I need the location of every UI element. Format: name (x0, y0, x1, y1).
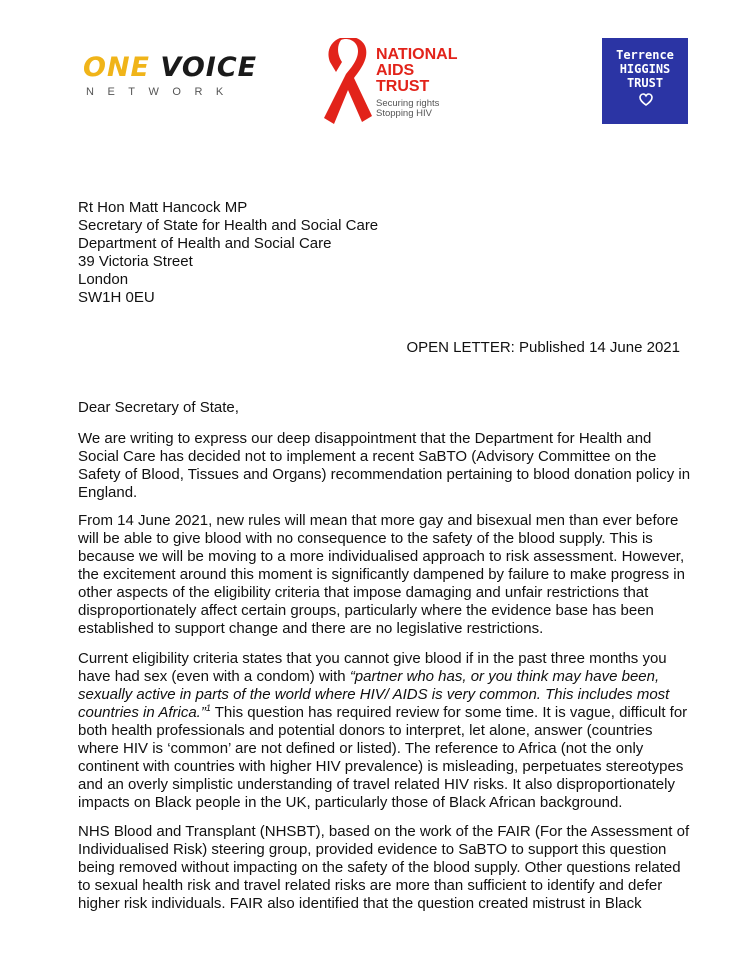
text-line: From 14 June 2021, new rules will mean that more gay and bisexual men than ever before (78, 512, 679, 529)
text-line: disproportionately affect certain groups, particularly where the evidence base has been (78, 602, 654, 619)
text-line: to sexual health risk and travel related risks are more than sufficient to identify and defer (78, 877, 663, 894)
tht-name-line: TRUST (626, 76, 664, 90)
one-voice-network-logo (80, 50, 258, 110)
text-line: Individualised Risk) steering group, provided evidence to SaBTO to support this question (78, 841, 667, 858)
paragraph-new-rules (78, 512, 683, 638)
text-line: being removed without impacting on the safety of the blood supply. Other questions related (78, 859, 681, 876)
quoted-text: “partner who has, or you think may have been, (349, 668, 660, 685)
quoted-text: countries in Africa.” (78, 704, 206, 721)
nat-tagline (376, 99, 439, 119)
text-line (78, 686, 683, 704)
text-line: because we will be moving to a more individualised approach to risk assessment. However, (78, 548, 685, 565)
quoted-text: sexually active in parts of the world where HIV/ AIDS is very common. This includes most (78, 686, 670, 703)
text-line: other aspects of the eligibility criteria that impose damaging and unfair restrictions that (78, 584, 649, 601)
nat-name-line: TRUST (376, 78, 430, 95)
nat-name-line: NATIONAL (376, 46, 458, 63)
one-voice-word-voice: VOICE (160, 52, 258, 83)
text-line: Safety of Blood, Tissues and Organs) recommendation pertaining to blood donation policy in (78, 466, 691, 483)
text-line: higher risk individuals. FAIR also identified that the question created mistrust in Black (78, 895, 642, 912)
text-run: This question has required review for some time. It is vague, difficult for (210, 704, 688, 721)
paragraph-disappointment (78, 430, 691, 502)
text-line: England. (78, 484, 138, 501)
address-line: Department of Health and Social Care (78, 235, 332, 252)
nat-name (376, 47, 457, 95)
nat-name-line: AIDS (376, 62, 415, 79)
one-voice-word-one: ONE (83, 52, 150, 83)
one-voice-subtitle: NETWORK (86, 86, 237, 98)
paragraph-eligibility-criteria (78, 650, 688, 812)
red-ribbon-icon (318, 38, 376, 128)
text-line: NHS Blood and Transplant (NHSBT), based on the work of the FAIR (For the Assessment of (78, 823, 690, 840)
text-line: Current eligibility criteria states that you cannot give blood if in the past three months you (78, 650, 667, 667)
one-voice-wordmark (83, 52, 257, 84)
terrence-higgins-trust-logo (602, 38, 688, 124)
text-line: Social Care has decided not to implement a recent SaBTO (Advisory Committee on the (78, 448, 657, 465)
text-line: the excitement around this moment is significantly dampened by failure to make progress in (78, 566, 685, 583)
text-line (78, 668, 683, 686)
address-line: SW1H 0EU (78, 289, 155, 306)
text-run: have had sex (even with a condom) with (78, 668, 350, 685)
address-line: London (78, 271, 129, 288)
text-line: established to support change and there are no legislative restrictions. (78, 620, 544, 637)
text-line: We are writing to express our deep disappointment that the Department for Health and (78, 430, 652, 447)
publication-note: OPEN LETTER: Published 14 June 2021 (406, 339, 680, 356)
paragraph-nhsbt-evidence (78, 823, 690, 913)
text-line: both health professionals and potential donors to interpret, let alone, answer (countries (78, 722, 653, 739)
text-line: continent with countries with higher HIV prevalence) is misleading, perpetuates stereotypes (78, 758, 684, 775)
address-line: 39 Victoria Street (78, 253, 193, 270)
tht-name-line: HIGGINS (619, 62, 671, 76)
heart-icon (639, 93, 653, 106)
national-aids-trust-logo (318, 38, 478, 128)
text-line: and an overly simplistic understanding of travel related HIV risks. It also disproportionately (78, 776, 675, 793)
text-line: where HIV is ‘common’ are not defined or listed). The reference to Africa (not the only (78, 740, 644, 757)
footnote-ref: 1 (205, 703, 211, 713)
address-line: Secretary of State for Health and Social Care (78, 217, 379, 234)
text-line: will be able to give blood with no consequence to the safety of the blood supply. This is (78, 530, 653, 547)
address-line: Rt Hon Matt Hancock MP (78, 199, 248, 216)
tht-name-line: Terrence (616, 48, 674, 62)
text-line: impacts on Black people in the UK, particularly those of Black African background. (78, 794, 623, 811)
recipient-address (78, 199, 378, 307)
salutation: Dear Secretary of State, (78, 399, 239, 416)
nat-tagline-line: Stopping HIV (376, 108, 432, 119)
text-line (78, 703, 688, 722)
nat-tagline-line: Securing rights (376, 98, 440, 109)
